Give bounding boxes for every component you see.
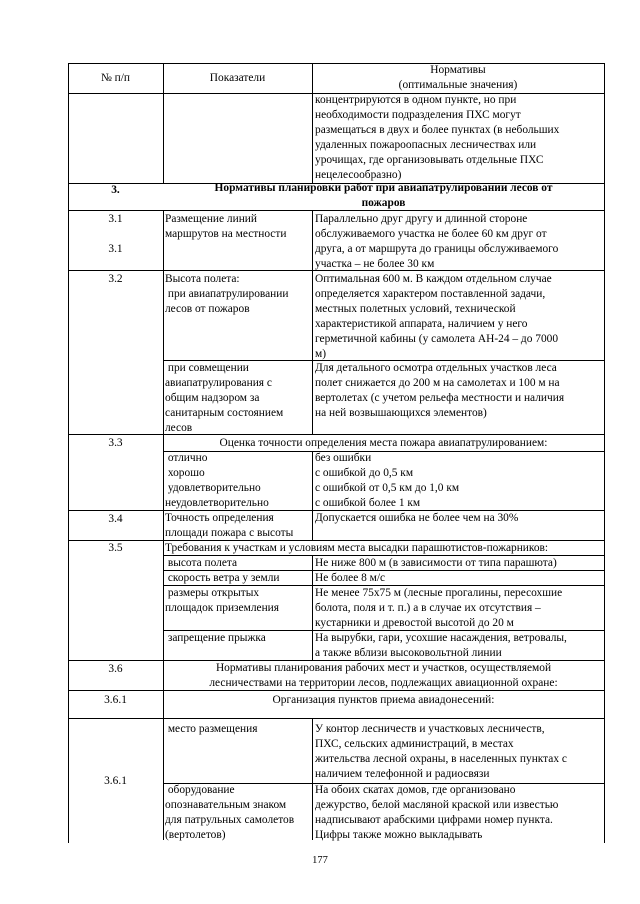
header-col-norms: Нормативы: [430, 64, 486, 76]
indicator-line: для патрульных самолетов: [165, 814, 295, 826]
norm-line: Не менее 75х75 м (лесные прогалины, пересохшие: [315, 587, 563, 599]
norm-line: урочищах, где организовывать отдельные ПХС: [315, 154, 544, 166]
indicator-line: скорость ветра у земли: [165, 572, 280, 584]
norm-line: На обоих скатах домов, где организовано: [315, 784, 516, 796]
indicator-line: запрещение прыжка: [165, 632, 266, 644]
indicator-line: Точность определения: [165, 512, 274, 524]
norm-line: а также вблизи высоковольтной линии: [315, 647, 502, 659]
norm-line: концентрируются в одном пункте, но при: [315, 94, 517, 106]
section-title: Нормативы планировки работ при авиапатрулировании лесов от: [214, 182, 553, 194]
header-col-norms-sub: (оптимальные значения): [398, 79, 518, 91]
norm-line: местных полетных условий, технической: [315, 303, 516, 315]
norm-line: На вырубки, гари, усохшие насаждения, ветровалы,: [315, 632, 567, 644]
norm-line: размещаться в двух и более пунктах (в небольших: [315, 124, 560, 136]
norm-line: на ней возвышающихся элементов): [315, 407, 487, 419]
row-title: лесничествами на территории лесов, подлежащих авиационной охране:: [209, 677, 558, 689]
indicator-line: (вертолетов): [165, 829, 226, 841]
norm-line: характеристикой аппарата, наличием у него: [315, 318, 528, 330]
header-col-indicators: Показатели: [209, 72, 266, 84]
indicator-line: лесов от пожаров: [165, 303, 250, 315]
indicator-line: общим надзором за: [165, 392, 260, 404]
row-number: 3.6.1: [104, 775, 127, 787]
indicator-line: площади пожара с высоты: [165, 527, 294, 539]
norm-line: ПХС, сельских администраций, в местах: [315, 738, 514, 750]
norm-line: участка – не более 30 км: [315, 258, 435, 270]
norm-line: Допускается ошибка не более чем на 30%: [315, 512, 519, 524]
row-title: Нормативы планирования рабочих мест и участков, осуществляемой: [215, 662, 552, 674]
indicator-line: место размещения: [165, 723, 258, 735]
norm-line: Для детального осмотра отдельных участков леса: [315, 362, 557, 374]
row-divider: [68, 434, 605, 435]
norm-line: Параллельно друг другу и длинной стороне: [315, 213, 528, 225]
col-divider: [312, 451, 313, 541]
col-divider: [604, 63, 605, 843]
row-number: 3.1: [108, 243, 123, 255]
col-divider: [312, 210, 313, 435]
norm-line: полет снижается до 200 м на самолетах и 100 м на: [315, 377, 560, 389]
row-number: 3.3: [108, 437, 123, 449]
norm-line: дежурство, белой масляной краской или известью: [315, 799, 559, 811]
norm-line: наличием телефонной и радиосвязи: [315, 768, 490, 780]
norm-line: нецелесообразно): [315, 169, 402, 181]
norm-line: определяется характером поставленной задачи,: [315, 288, 546, 300]
norm-line: с ошибкой от 0,5 км до 1,0 км: [315, 482, 460, 494]
norm-line: необходимости подразделения ПХС могут: [315, 109, 521, 121]
row-title: Оценка точности определения места пожара авиапатрулированием:: [219, 437, 548, 449]
indicator-line: неудовлетворительно: [165, 497, 269, 509]
col-divider: [312, 718, 313, 840]
norm-line: с ошибкой более 1 км: [315, 497, 421, 509]
section-number: 3.: [111, 184, 120, 196]
norm-line: обслуживаемого участка не более 60 км друг от: [315, 228, 547, 240]
indicator-line: опознавательным знаком: [165, 799, 287, 811]
norm-line: герметичной кабины (у самолета АН-24 – до 7000: [315, 333, 559, 345]
indicator-line: удовлетворительно: [165, 482, 261, 494]
indicator-line: при совмещении: [165, 362, 249, 374]
norm-line: друга, а от маршрута до границы обслуживаемого: [315, 243, 559, 255]
indicator-line: Размещение линий: [165, 213, 257, 225]
norm-line: Не более 8 м/с: [315, 572, 386, 584]
section-title: пожаров: [361, 197, 406, 209]
norm-line: У контор лесничеств и участковых лесничеств,: [315, 723, 545, 735]
row-title: Организация пунктов приема авиадонесений:: [272, 694, 495, 706]
indicator-line: Высота полета:: [165, 273, 240, 285]
norm-line: удаленных пожароопасных лесничествах или: [315, 139, 537, 151]
header-col-num: № п/п: [100, 72, 131, 84]
norm-line: надписывают арабскими цифрами номер пункта.: [315, 814, 553, 826]
norm-line: вертолетах (с учетом рельефа местности и наличия: [315, 392, 565, 404]
norm-line: без ошибки: [315, 452, 372, 464]
row-divider: [68, 718, 605, 719]
indicator-line: при авиапатрулировании: [165, 288, 289, 300]
row-number: 3.6: [108, 663, 123, 675]
col-divider: [68, 63, 69, 843]
indicator-line: авиапатрулирования с: [165, 377, 272, 389]
indicator-line: санитарным состоянием: [165, 407, 284, 419]
indicator-line: площадок приземления: [165, 602, 279, 614]
indicator-line: отлично: [165, 452, 208, 464]
indicator-line: оборудование: [165, 784, 235, 796]
norm-line: Цифры также можно выкладывать: [315, 829, 483, 841]
row-number: 3.6.1: [104, 694, 127, 706]
row-number: 3.4: [108, 513, 123, 525]
indicator-line: размеры открытых: [165, 587, 260, 599]
row-title: Требования к участкам и условиям места высадки парашютистов-пожарников:: [165, 542, 549, 554]
col-divider: [312, 555, 313, 660]
col-divider: [163, 210, 164, 840]
row-number: 3.5: [108, 542, 123, 554]
norm-line: болота, поля и т. п.) а в случае их отсутствия –: [315, 602, 541, 614]
page-number: 177: [312, 855, 328, 866]
norm-line: м): [315, 348, 327, 360]
indicator-line: хорошо: [165, 467, 205, 479]
norm-line: Оптимальная 600 м. В каждом отдельном случае: [315, 273, 552, 285]
indicator-line: лесов: [165, 422, 193, 434]
norm-line: жительства лесной охраны, в населенных пунктах с: [315, 753, 567, 765]
row-number: 3.1: [108, 213, 123, 225]
norm-line: с ошибкой до 0,5 км: [315, 467, 414, 479]
row-number: 3.2: [108, 273, 123, 285]
indicator-line: маршрутов на местности: [165, 228, 287, 240]
norm-line: Не ниже 800 м (в зависимости от типа парашюта): [315, 557, 557, 569]
indicator-line: высота полета: [165, 557, 238, 569]
norm-line: кустарники и древостой высотой до 20 м: [315, 617, 514, 629]
